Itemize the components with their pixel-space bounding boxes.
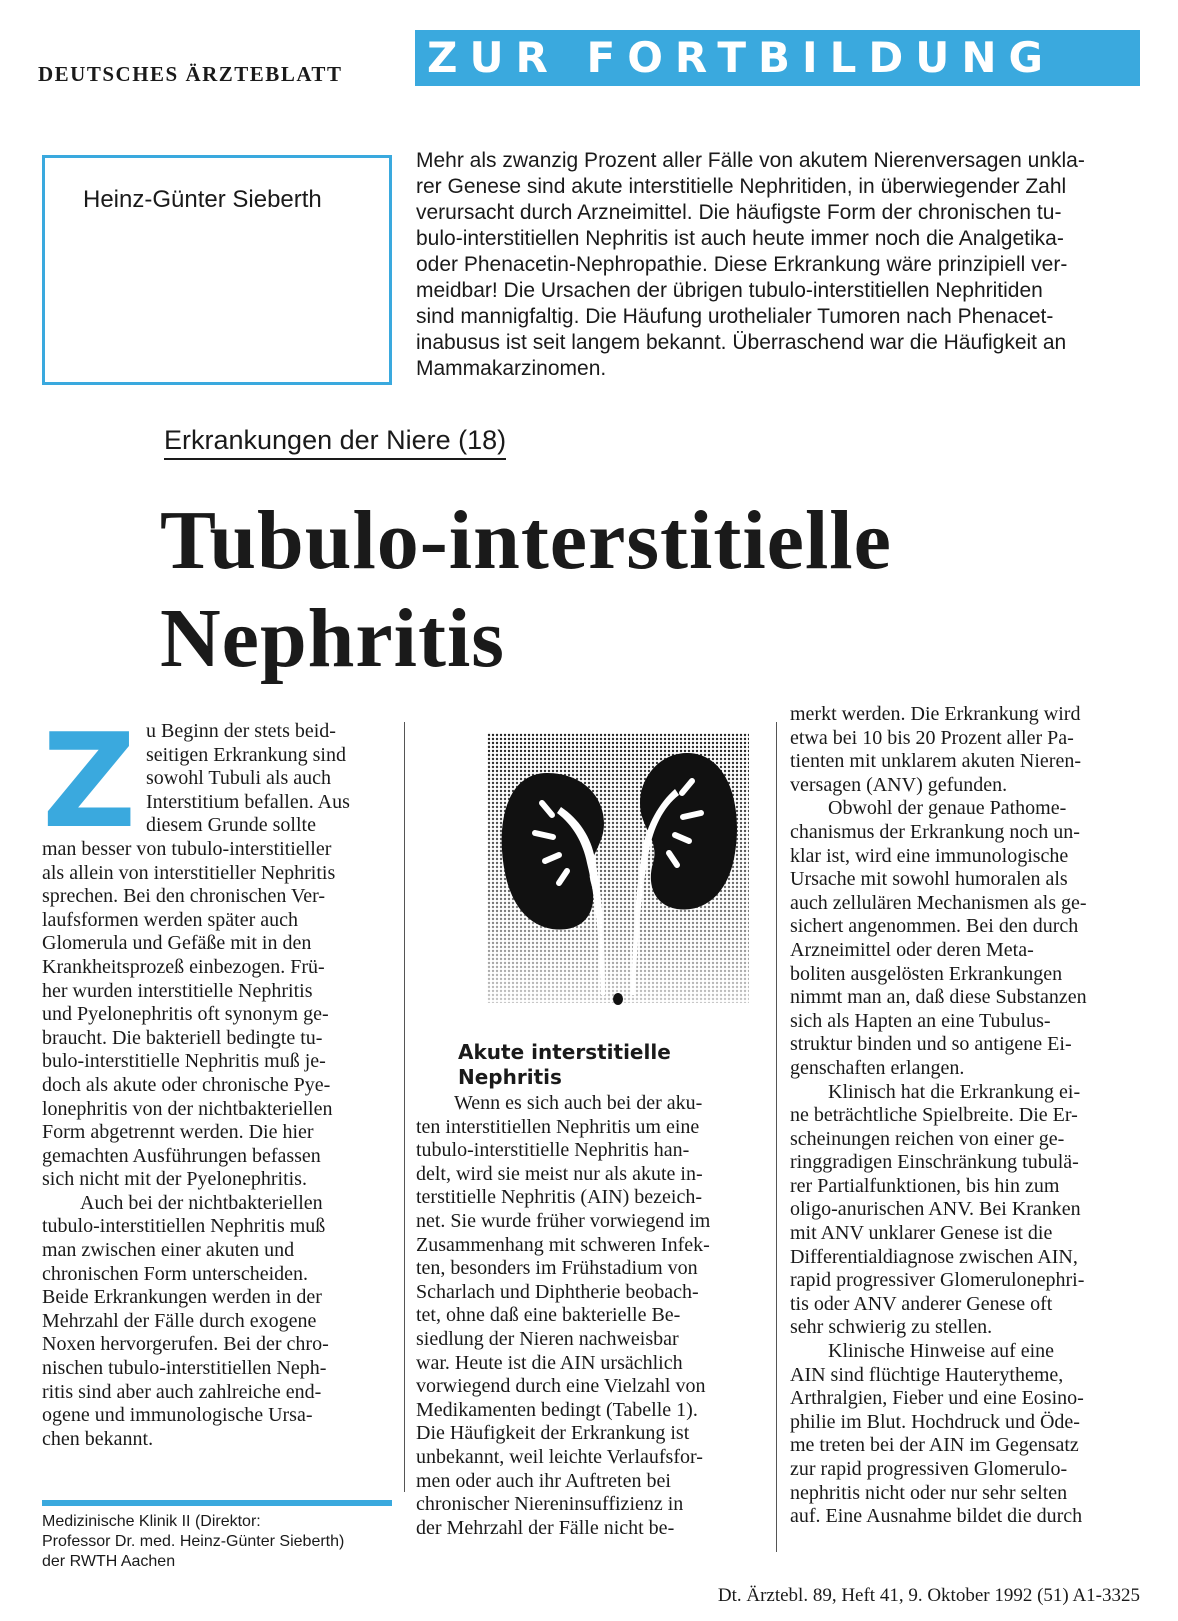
body-line: diesem Grunde sollte [146,814,316,837]
affiliation-line: der RWTH Aachen [42,1553,176,1570]
body-line: ne beträchtliche Spielbreite. Die Er- [790,1104,1078,1127]
body-line: Zusammenhang mit schweren Infek- [416,1233,710,1256]
body-line: tubulo-interstitielle Nephritis han- [416,1139,690,1162]
body-line: Arzneimittel oder deren Meta- [790,938,1034,961]
body-line: chronischer Niereninsuffizienz in [416,1493,684,1516]
abstract-line: meidbar! Die Ursachen der übrigen tubulo-interstitiellen Nephritiden [416,279,1043,302]
body-line: sehr schwierig zu stellen. [790,1316,993,1339]
body-line: als allein von interstitieller Nephritis [42,861,336,884]
abstract-line: sind mannigfaltig. Die Häufung urothelialer Tumoren nach Phenacet- [416,305,1054,328]
title-line: Nephritis [160,592,505,685]
body-line: struktur binden und so antigene Ei- [790,1033,1072,1056]
body-line: sich als Hapten an eine Tubulus- [790,1009,1051,1032]
body-line: Interstitium befallen. Aus [146,790,350,813]
abstract-line: Mammakarzinomen. [416,357,607,380]
body-line: Ursache mit sowohl humoralen als [790,868,1068,891]
section-banner: ZUR FORTBILDUNG [415,30,1140,86]
abstract-line: inabusus ist seit langem bekannt. Überraschend war die Häufigkeit an [416,331,1067,354]
body-line: ritis sind aber auch zahlreiche end- [42,1380,322,1403]
body-line: net. Sie wurde früher vorwiegend im [416,1209,711,1232]
body-line: versagen (ANV) gefunden. [790,773,1008,796]
body-line: ringgradigen Einschränkung tubulä- [790,1151,1079,1174]
author-name: Heinz-Günter Sieberth [83,186,322,213]
body-line: tis oder ANV anderer Genese oft [790,1292,1053,1315]
body-line: men oder auch ihr Auftreten bei [416,1469,671,1492]
abstract-line: Mehr als zwanzig Prozent aller Fälle von akutem Nierenversagen unkla- [416,149,1085,172]
column-rule [404,722,405,1492]
body-line: genschaften erlangen. [790,1056,965,1079]
body-line: delt, wird sie meist nur als akute in- [416,1162,703,1185]
body-line: philie im Blut. Hochdruck und Öde- [790,1410,1080,1433]
column-3 [790,703,1140,1529]
body-line: chanismus der Erkrankung noch un- [790,820,1080,843]
author-box [42,155,392,385]
body-line: u Beginn der stets beid- [146,720,336,742]
abstract-line: rer Genese sind akute interstitielle Nephritiden, in überwiegender Zahl [416,175,1067,198]
affiliation-rule [42,1500,392,1506]
body-line: Glomerula und Gefäße mit in den [42,932,312,955]
body-line: vorwiegend durch eine Vielzahl von [416,1375,706,1398]
affiliation [42,1512,394,1572]
body-line: Medikamenten bedingt (Tabelle 1). [416,1398,698,1421]
body-line: und Pyelonephritis oft synonym ge- [42,1003,329,1026]
body-line: Klinisch hat die Erkrankung ei- [828,1080,1081,1103]
body-line: boliten ausgelösten Erkrankungen [790,962,1063,985]
body-line: seitigen Erkrankung sind [146,743,346,766]
abstract-line: verursacht durch Arzneimittel. Die häufigste Form der chronischen tu- [416,201,1062,224]
column-1 [42,705,394,1451]
article-title [160,492,1150,688]
body-line: ten, besonders im Frühstadium von [416,1257,698,1280]
body-line: Mehrzahl der Fälle durch exogene [42,1309,317,1332]
drop-cap: Z [42,705,137,857]
body-line: Wenn es sich auch bei der aku- [454,1092,703,1114]
body-line: chronischen Form unterscheiden. [42,1262,309,1285]
body-line: scheinungen reichen von einer ge- [790,1127,1065,1150]
body-line: nischen tubulo-interstitiellen Neph- [42,1357,327,1380]
body-line: nephritis nicht oder nur sehr selten [790,1481,1068,1504]
body-line: zur rapid progressiven Glomerulo- [790,1458,1068,1480]
body-line: tet, ohne daß eine bakterielle Be- [416,1304,681,1327]
body-line: AIN sind flüchtige Hauterytheme, [790,1363,1064,1386]
body-line: auf. Eine Ausnahme bildet die durch [790,1505,1083,1528]
body-line: chen bekannt. [42,1427,154,1450]
body-line: merkt werden. Die Erkrankung wird [790,703,1081,725]
body-line: rapid progressiver Glomerulonephri- [790,1269,1085,1292]
body-line: man zwischen einer akuten und [42,1239,295,1262]
title-line: Tubulo-interstitielle [160,494,892,587]
abstract-line: oder Phenacetin-Nephropathie. Diese Erkrankung wäre prinzipiell ver- [416,253,1068,276]
abstract-line: bulo-interstitiellen Nephritis ist auch heute immer noch die Analgetika- [416,227,1064,250]
body-line: Klinische Hinweise auf eine [828,1340,1055,1363]
body-line: sichert angenommen. Bei den durch [790,915,1079,938]
body-line: auch zellulären Mechanismen als ge- [790,891,1087,914]
body-line: sowohl Tubuli als auch [146,767,332,790]
subheading [458,1040,671,1090]
body-line: Die Häufigkeit der Erkrankung ist [416,1422,690,1445]
body-line: tubulo-interstitiellen Nephritis muß [42,1215,326,1238]
page-footer: Dt. Ärztebl. 89, Heft 41, 9. Oktober 1992 (51) A1-3325 [717,1585,1140,1606]
body-line: me treten bei der AIN im Gegensatz [790,1434,1079,1457]
body-line: Arthralgien, Fieber und eine Eosino- [790,1387,1084,1410]
affiliation-line: Professor Dr. med. Heinz-Günter Sieberth) [42,1533,345,1550]
column-rule [776,722,777,1552]
body-line: terstitielle Nephritis (AIN) bezeich- [416,1186,702,1209]
body-line: unbekannt, weil leichte Verlaufsfor- [416,1445,703,1468]
affiliation-line: Medizinische Klinik II (Direktor: [42,1513,261,1530]
body-line: rer Partialfunktionen, bis hin zum [790,1174,1060,1197]
kidney-illustration [487,733,749,1013]
body-line: Form abgetrennt werden. Die hier [42,1121,314,1144]
body-line: ten interstitiellen Nephritis um eine [416,1115,700,1138]
body-line: tienten mit unklarem akuten Nieren- [790,750,1082,773]
body-line: man besser von tubulo-interstitieller [42,837,332,860]
body-line: etwa bei 10 bis 20 Prozent aller Pa- [790,726,1074,749]
series-title: Erkrankungen der Niere (18) [164,425,506,460]
body-line: laufsformen werden später auch [42,908,298,931]
body-line: Auch bei der nichtbakteriellen [80,1191,323,1214]
body-line: siedlung der Nieren nachweisbar [416,1327,679,1350]
body-line: her wurden interstitielle Nephritis [42,979,313,1002]
body-line: war. Heute ist die AIN ursächlich [416,1351,683,1374]
body-line: doch als akute oder chronische Pye- [42,1073,331,1096]
body-line: sich nicht mit der Pyelonephritis. [42,1168,307,1191]
body-line: lonephritis von der nichtbakteriellen [42,1097,333,1120]
journal-name: DEUTSCHES ÄRZTEBLATT [38,62,343,86]
body-line: Noxen hervorgerufen. Bei der chro- [42,1333,329,1356]
body-line: ogene und immunologische Ursa- [42,1404,313,1427]
body-line: Scharlach und Diphtherie beobach- [416,1280,699,1303]
body-line: Obwohl der genaue Pathome- [828,797,1067,820]
body-line: Beide Erkrankungen werden in der [42,1286,322,1309]
body-line: Differentialdiagnose zwischen AIN, [790,1245,1078,1268]
body-line: braucht. Die bakteriell bedingte tu- [42,1026,323,1049]
column-2 [416,1092,764,1540]
body-line: bulo-interstitielle Nephritis muß je- [42,1050,326,1073]
body-line: Krankheitsprozeß einbezogen. Frü- [42,955,325,978]
body-line: der Mehrzahl der Fälle nicht be- [416,1516,675,1539]
abstract [416,148,1136,382]
body-line: nimmt man an, daß diese Substanzen [790,986,1087,1009]
body-line: klar ist, wird eine immunologische [790,844,1069,867]
subheading-line: Nephritis [458,1065,562,1089]
body-line: mit ANV unklarer Genese ist die [790,1222,1053,1245]
subheading-line: Akute interstitielle [458,1040,671,1064]
body-line: gemachten Ausführungen befassen [42,1144,321,1167]
body-line: oligo-anurischen ANV. Bei Kranken [790,1198,1081,1221]
body-line: sprechen. Bei den chronischen Ver- [42,885,326,908]
